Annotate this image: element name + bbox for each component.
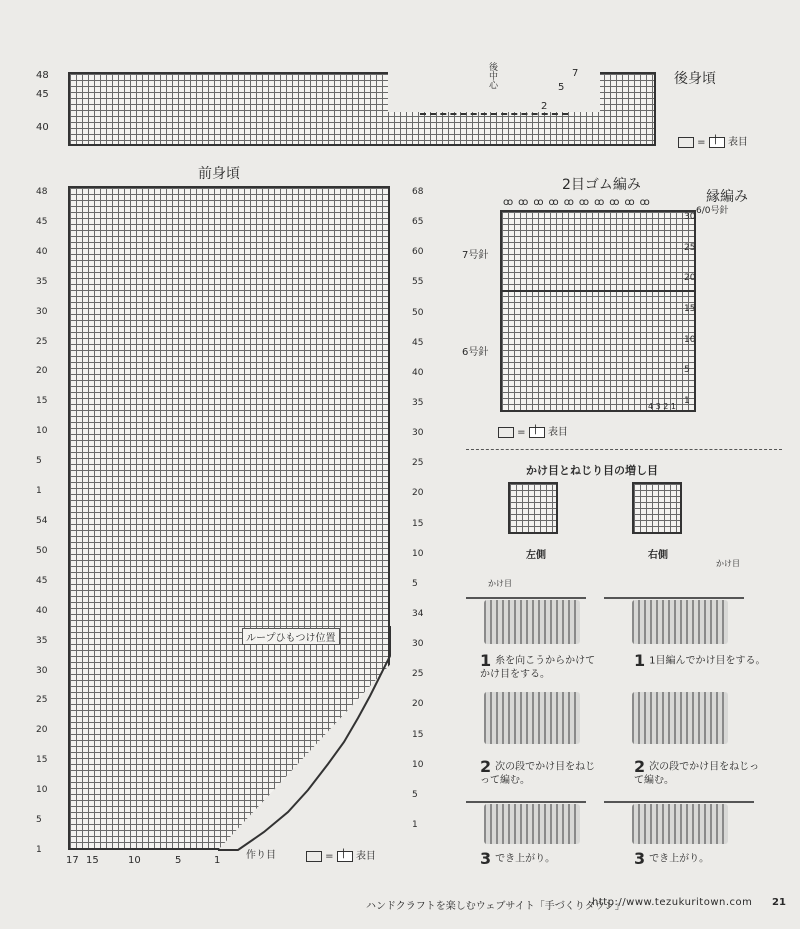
back-row-40: 40 (36, 122, 49, 133)
row-label: 20 (36, 366, 48, 377)
row-label: 40 (412, 367, 424, 378)
rib-needle-7: 7号針 (462, 250, 489, 261)
row-label: 65 (412, 217, 424, 228)
row-label: 20 (684, 273, 696, 284)
rib-needle-6: 6号針 (462, 347, 489, 358)
back-center-label: 後中心 (487, 62, 497, 89)
front-bottom-17: 17 (66, 855, 79, 866)
row-label: 10 (412, 548, 424, 559)
rib-legend-text: 表目 (547, 427, 568, 438)
back-row-45: 45 (36, 89, 49, 100)
swatch-right-1 (632, 600, 728, 644)
row-label: 15 (36, 755, 48, 766)
row-label: 30 (412, 428, 424, 439)
row-label: 35 (36, 276, 48, 287)
back-legend: = | 表目 (678, 133, 748, 148)
row-label: 25 (412, 669, 424, 680)
row-label: 5 (36, 815, 42, 826)
purl-symbol-icon (306, 851, 322, 862)
rib-title: 2目ゴム編み (562, 177, 641, 193)
section-divider (466, 449, 782, 450)
row-label: 34 (412, 609, 424, 619)
rib-grid (500, 210, 696, 412)
step-left-1: 1 糸を向こうからかけてかけ目をする。 (480, 651, 596, 680)
rib-divider (500, 290, 696, 292)
purl-symbol-icon (678, 137, 694, 148)
knit-symbol-icon (529, 427, 545, 438)
row-label: 54 (36, 516, 48, 526)
row-label: 25 (684, 242, 696, 253)
row-label: 55 (412, 277, 424, 288)
swatch-right-2 (632, 692, 728, 744)
purl-symbol-icon (498, 427, 514, 438)
front-bottom-1: 1 (214, 855, 221, 866)
front-title: 前身頃 (198, 166, 240, 182)
row-label: 30 (412, 639, 424, 650)
row-label: 10 (36, 785, 48, 796)
row-label: 45 (36, 216, 48, 227)
row-label: 35 (36, 635, 48, 646)
row-label: 25 (412, 458, 424, 469)
step-right-3: 3 でき上がり。 (634, 849, 710, 868)
needle-left-3 (466, 801, 586, 803)
row-label: 48 (36, 187, 48, 197)
right-side-label: 右側 (648, 550, 668, 561)
row-label: 40 (36, 246, 48, 257)
swatch-left-3 (484, 804, 580, 844)
row-label: 1 (684, 396, 690, 406)
right-mini-grid (632, 482, 682, 534)
left-mini-grid (508, 482, 558, 534)
step-left-3: 3 でき上がり。 (480, 849, 556, 868)
back-row-48: 48 (36, 70, 49, 81)
row-label: 20 (412, 699, 424, 710)
left-side-label: 左側 (526, 550, 546, 561)
row-label: 30 (36, 306, 48, 317)
edge-needle: 6/0号針 (696, 206, 729, 216)
row-label: 20 (36, 725, 48, 736)
knit-symbol-icon (337, 851, 353, 862)
row-label: 10 (684, 334, 696, 345)
front-loop-label: ループひもつけ位置 (242, 628, 340, 645)
needle-right-1 (604, 597, 744, 599)
row-label: 25 (36, 695, 48, 706)
row-label: 5 (412, 789, 418, 800)
increase-title: かけ目とねじり目の増し目 (526, 464, 658, 477)
row-label: 45 (412, 337, 424, 348)
footer-url[interactable]: http://www.tezukuritown.com (592, 897, 753, 908)
front-neck-curve (68, 186, 398, 856)
needle-left-1 (466, 597, 586, 599)
row-label: 5 (412, 578, 418, 589)
row-label: 5 (684, 365, 690, 376)
back-legend-text: 表目 (727, 137, 748, 148)
front-bottom-5: 5 (175, 855, 182, 866)
row-label: 1 (36, 486, 42, 497)
swatch-right-3 (632, 804, 728, 844)
front-legend: = | 表目 (306, 847, 376, 862)
row-label: 5 (36, 456, 42, 467)
rib-bottom-nums: 4 3 2 1 (648, 402, 677, 411)
row-label: 25 (36, 336, 48, 347)
row-label: 1 (412, 820, 418, 830)
back-center-dashed (420, 113, 568, 115)
row-label: 68 (412, 187, 424, 197)
rib-legend: = | 表目 (498, 423, 568, 438)
row-label: 60 (412, 247, 424, 258)
row-label: 50 (412, 307, 424, 318)
row-label: 15 (412, 729, 424, 740)
edge-loops: ꝏꝏꝏꝏꝏꝏꝏꝏꝏꝏ (503, 197, 655, 208)
back-step-2: 2 (541, 101, 548, 112)
row-label: 20 (412, 488, 424, 499)
front-bottom-10: 10 (128, 855, 141, 866)
step-right-2: 2 次の段でかけ目をねじって編む。 (634, 757, 760, 786)
row-label: 30 (36, 665, 48, 676)
row-label: 1 (36, 845, 42, 855)
back-step-5: 5 (558, 82, 565, 93)
yo-label-right: かけ目 (716, 559, 740, 568)
row-label: 45 (36, 575, 48, 586)
front-legend-text: 表目 (355, 851, 376, 862)
step-right-1: 1 1目編んでかけ目をする。 (634, 651, 766, 670)
swatch-left-2 (484, 692, 580, 744)
footer-site: ハンドクラフトを楽しむウェブサイト「手づくりタウン」 (366, 901, 625, 912)
row-label: 30 (684, 212, 696, 222)
yo-label-left: かけ目 (488, 579, 512, 588)
front-bottom-15: 15 (86, 855, 99, 866)
row-label: 15 (684, 304, 696, 314)
row-label: 10 (36, 426, 48, 437)
back-title: 後身頃 (674, 71, 716, 87)
row-label: 35 (412, 398, 424, 408)
swatch-left-1 (484, 600, 580, 644)
step-left-2: 2 次の段でかけ目をねじって編む。 (480, 757, 596, 786)
needle-right-3 (604, 801, 754, 803)
page-number: 21 (772, 897, 786, 908)
row-label: 15 (412, 518, 424, 529)
row-label: 50 (36, 545, 48, 556)
front-cast-on: 作り目 (246, 850, 276, 861)
row-label: 40 (36, 605, 48, 616)
edge-title: 縁編み (706, 189, 748, 205)
back-step-7: 7 (572, 68, 579, 79)
row-label: 10 (412, 759, 424, 770)
row-label: 15 (36, 396, 48, 407)
knit-symbol-icon (709, 137, 725, 148)
